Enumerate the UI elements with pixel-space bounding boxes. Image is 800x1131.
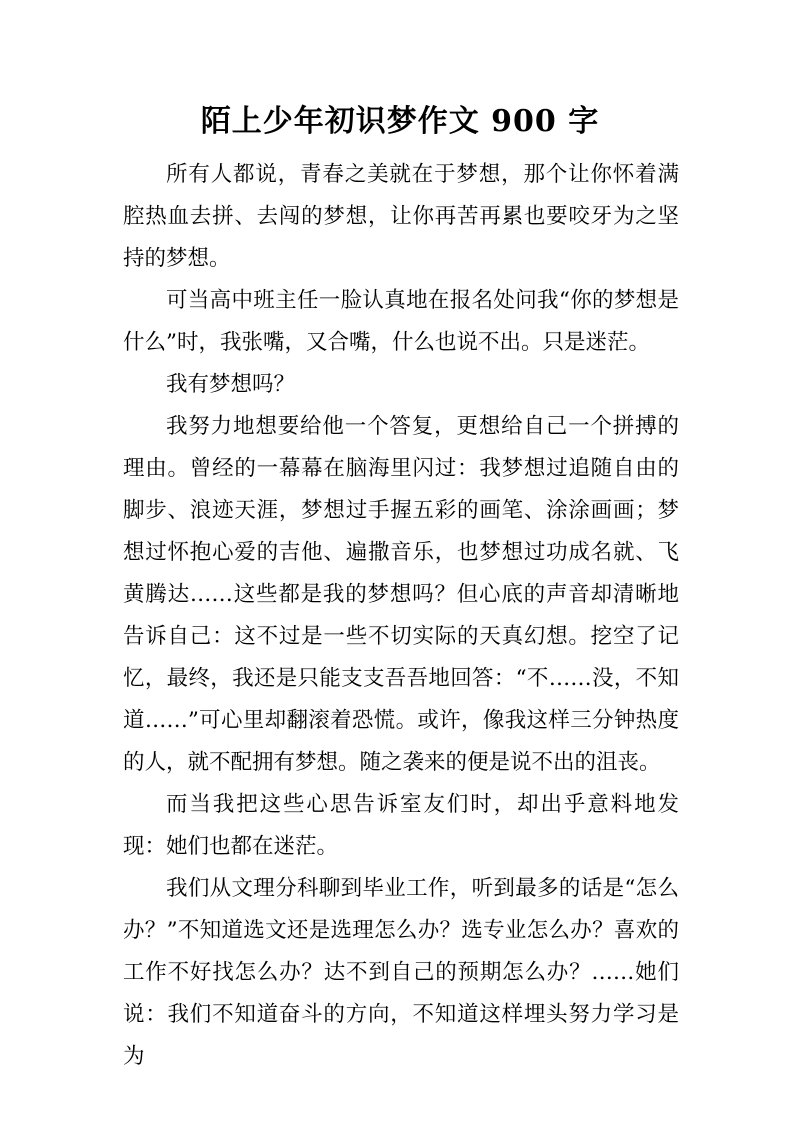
paragraph-5: 而当我把这些心思告诉室友们时，却出乎意料地发现：她们也都在迷茫。 xyxy=(123,792,679,859)
paragraph-6: 我们从文理分科聊到毕业工作，听到最多的话是“怎么办？”不知道选文还是选理怎么办？选专业怎么办？喜欢的工作不好找怎么办？达不到自己的预期怎么办？……她们说：我们不知道奋斗的方向，不知道这样埋头努力学习是为 xyxy=(123,876,679,1069)
paragraph-3: 我有梦想吗？ xyxy=(166,372,296,397)
document-body xyxy=(123,154,679,1078)
paragraph-2: 可当高中班主任一脸认真地在报名处问我“你的梦想是什么”时，我张嘴，又合嘴，什么也说不出。只是迷茫。 xyxy=(123,288,679,355)
paragraph-4: 我努力地想要给他一个答复，更想给自己一个拼搏的理由。曾经的一幕幕在脑海里闪过：我梦想过追随自由的脚步、浪迹天涯，梦想过手握五彩的画笔、涂涂画画；梦想过怀抱心爱的吉他、遍撒音乐，也梦想过功成名就、飞黄腾达……这些都是我的梦想吗？但心底的声音却清晰地告诉自己：这不过是一些不切实际的天真幻想。挖空了记忆，最终，我还是只能支支吾吾地回答：“不……没，不知道……”可心里却翻滚着恐慌。或许，像我这样三分钟热度的人，就不配拥有梦想。随之袭来的便是说不出的沮丧。 xyxy=(123,414,679,775)
paragraph-1: 所有人都说，青春之美就在于梦想，那个让你怀着满腔热血去拼、去闯的梦想，让你再苦再累也要咬牙为之坚持的梦想。 xyxy=(123,162,679,271)
document-title: 陌上少年初识梦作文 900 字 xyxy=(200,104,600,139)
